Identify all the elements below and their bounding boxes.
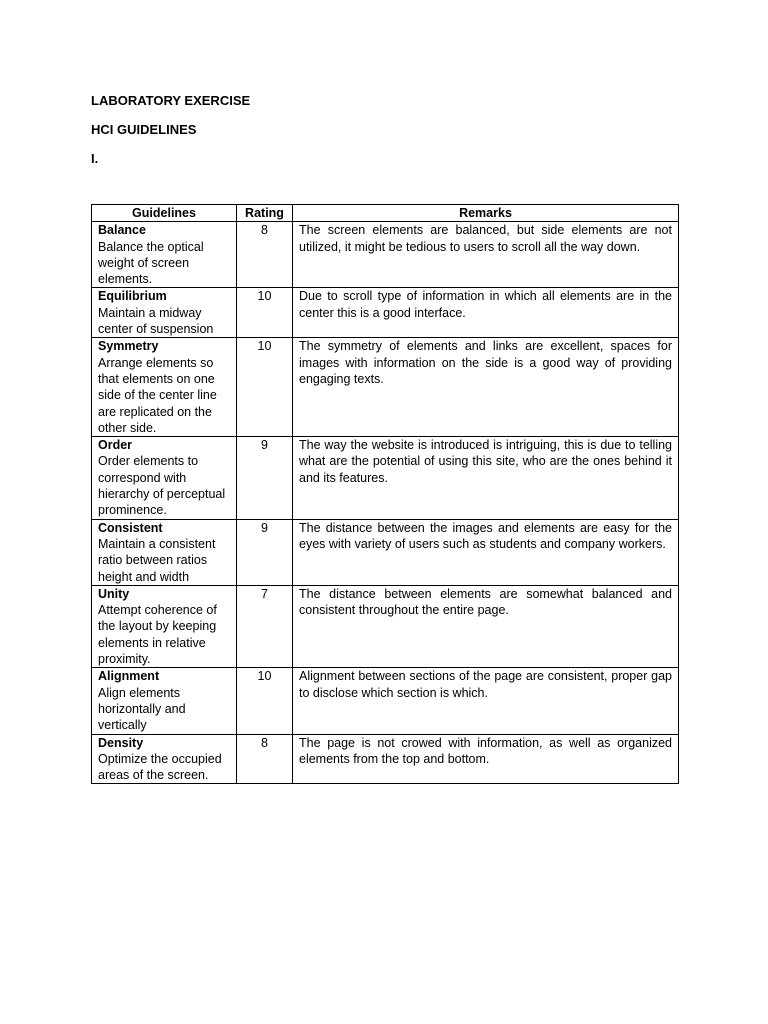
guideline-description: Optimize the occupied areas of the screen. — [98, 751, 222, 783]
remarks-cell: The screen elements are balanced, but side elements are not utilized, it might be tedious to users to scroll all the way down. — [293, 222, 679, 288]
guideline-name: Consistent — [98, 520, 163, 535]
table-row — [92, 222, 679, 288]
table-row — [92, 437, 679, 519]
guideline-cell — [92, 519, 237, 585]
remarks-cell: Due to scroll type of information in which all elements are in the center this is a good interface. — [293, 288, 679, 338]
remarks-cell: The distance between elements are somewhat balanced and consistent throughout the entire page. — [293, 585, 679, 667]
guideline-name: Density — [98, 735, 144, 750]
guideline-description: Maintain a midway center of suspension — [98, 305, 214, 337]
guideline-description: Maintain a consistent ratio between ratios height and width — [98, 536, 216, 584]
remarks-cell: Alignment between sections of the page are consistent, proper gap to disclose which section is which. — [293, 668, 679, 734]
remarks-cell: The distance between the images and elements are easy for the eyes with variety of users such as students and company workers. — [293, 519, 679, 585]
table-row — [92, 338, 679, 437]
guideline-name: Symmetry — [98, 339, 159, 354]
column-header-remarks: Remarks — [293, 205, 679, 222]
rating-cell: 7 — [237, 585, 293, 667]
guideline-name: Equilibrium — [98, 289, 167, 304]
rating-cell: 9 — [237, 437, 293, 519]
rating-cell: 10 — [237, 668, 293, 734]
section-number: I. — [91, 151, 99, 166]
guideline-description: Align elements horizontally and vertically — [98, 685, 186, 733]
guideline-cell — [92, 338, 237, 437]
table-row — [92, 585, 679, 667]
rating-cell: 10 — [237, 288, 293, 338]
remarks-cell: The page is not crowed with information, as well as organized elements from the top and bottom. — [293, 734, 679, 784]
guideline-description: Attempt coherence of the layout by keeping elements in relative proximity. — [98, 603, 217, 667]
guideline-cell — [92, 222, 237, 288]
guideline-name: Balance — [98, 223, 146, 238]
guideline-cell — [92, 585, 237, 667]
rating-cell: 8 — [237, 734, 293, 784]
guidelines-table — [91, 204, 679, 784]
table-row — [92, 519, 679, 585]
guideline-name: Alignment — [98, 669, 160, 684]
remarks-cell: The way the website is introduced is intriguing, this is due to telling what are the potential of using this site, who are the ones behind it and its features. — [293, 437, 679, 519]
document-title: LABORATORY EXERCISE — [91, 93, 251, 108]
guideline-name: Unity — [98, 586, 130, 601]
column-header-guidelines: Guidelines — [92, 205, 237, 222]
table-row — [92, 668, 679, 734]
rating-cell: 10 — [237, 338, 293, 437]
guideline-cell — [92, 437, 237, 519]
guideline-description: Balance the optical weight of screen elements. — [98, 239, 204, 287]
rating-cell: 8 — [237, 222, 293, 288]
table-row — [92, 288, 679, 338]
guideline-description: Order elements to correspond with hierarchy of perceptual prominence. — [98, 454, 226, 518]
document-subtitle: HCI GUIDELINES — [91, 122, 197, 137]
guideline-name: Order — [98, 438, 133, 453]
column-header-rating: Rating — [237, 205, 293, 222]
guideline-cell — [92, 288, 237, 338]
guideline-description: Arrange elements so that elements on one side of the center line are replicated on the other side. — [98, 355, 217, 435]
remarks-cell: The symmetry of elements and links are excellent, spaces for images with information on the side is a good way of providing engaging texts. — [293, 338, 679, 437]
guideline-cell — [92, 734, 237, 784]
rating-cell: 9 — [237, 519, 293, 585]
table-header-row — [92, 205, 679, 222]
guideline-cell — [92, 668, 237, 734]
table-row — [92, 734, 679, 784]
